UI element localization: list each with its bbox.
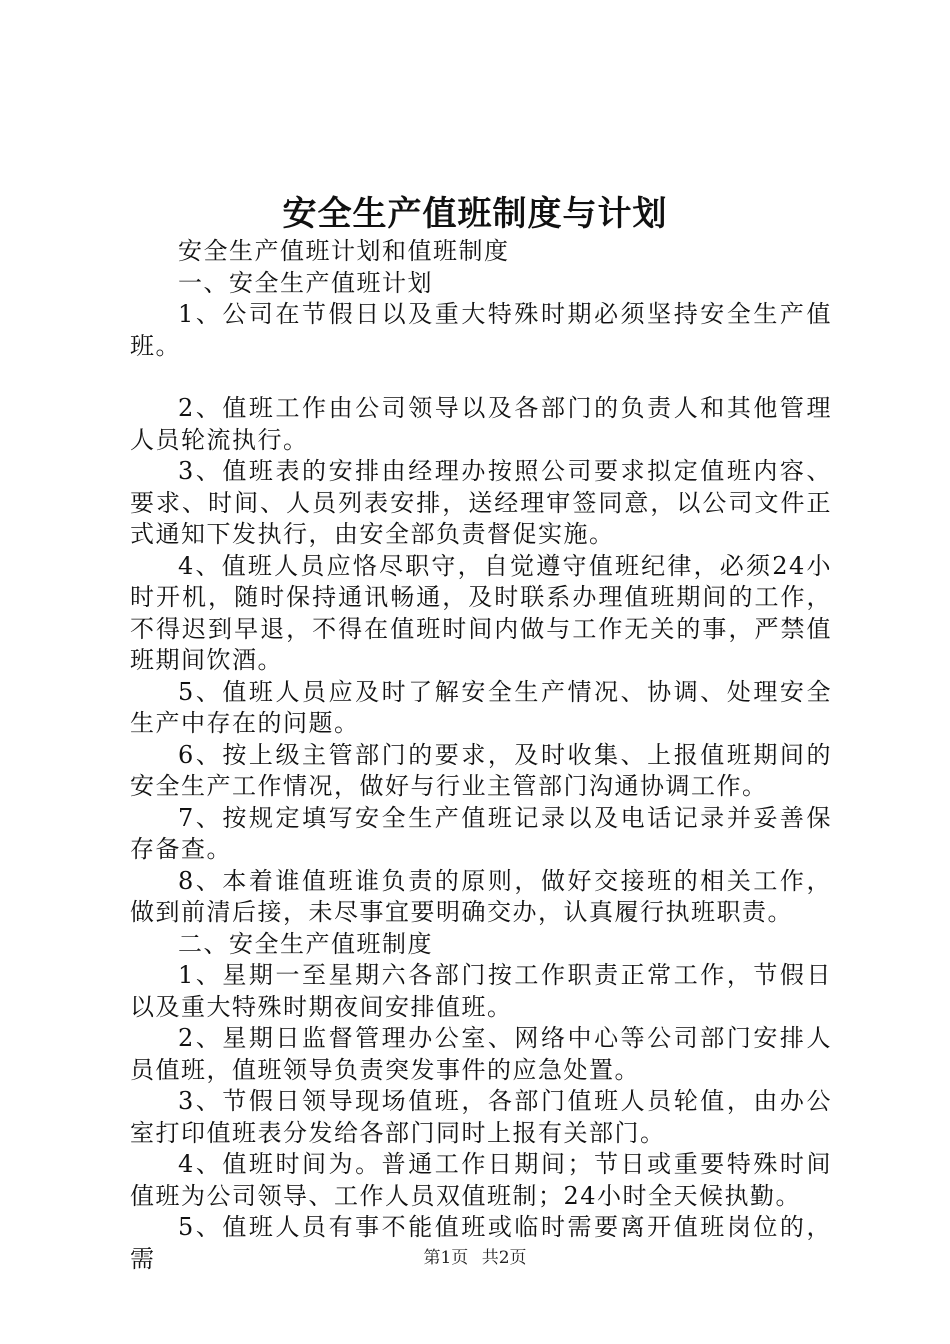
subtitle-paragraph: 安全生产值班计划和值班制度 bbox=[178, 237, 510, 265]
plan-item-5: 5、值班人员应及时了解安全生产情况、协调、处理安全生产中存在的问题。 bbox=[130, 677, 832, 737]
section-heading-rules: 二、安全生产值班制度 bbox=[178, 929, 433, 958]
plan-item-4: 4、值班人员应恪尽职守，自觉遵守值班纪律，必须24小时开机，随时保持通讯畅通，及时联系办理值班期间的工作，不得迟到早退，不得在值班时间内做与工作无关的事，严禁值班期间饮酒。 bbox=[130, 551, 832, 674]
rule-item-5: 5、值班人员有事不能值班或临时需要离开值班岗位的，需 bbox=[130, 1213, 832, 1273]
plan-item-7: 7、按规定填写安全生产值班记录以及电话记录并妥善保存备查。 bbox=[130, 803, 832, 863]
rule-item-3: 3、节假日领导现场值班，各部门值班人员轮值，由办公室打印值班表分发给各部门同时上报有关部门。 bbox=[130, 1087, 832, 1147]
rule-item-2: 2、星期日监督管理办公室、网络中心等公司部门安排人员值班，值班领导负责突发事件的应急处置。 bbox=[130, 1024, 832, 1084]
page-total: 共2页 bbox=[481, 1248, 527, 1268]
document-title: 安全生产值班制度与计划 bbox=[282, 194, 668, 234]
rule-item-4: 4、值班时间为。普通工作日期间；节日或重要特殊时间值班为公司领导、工作人员双值班制；24小时全天候执勤。 bbox=[130, 1150, 832, 1210]
plan-item-6: 6、按上级主管部门的要求，及时收集、上报值班期间的安全生产工作情况，做好与行业主管部门沟通协调工作。 bbox=[130, 740, 832, 800]
document-body bbox=[130, 236, 832, 1275]
plan-item-8: 8、本着谁值班谁负责的原则，做好交接班的相关工作，做到前清后接，未尽事宜要明确交办，认真履行执班职责。 bbox=[130, 866, 832, 926]
page-footer bbox=[0, 1243, 950, 1268]
page-number: 第1页 bbox=[423, 1248, 469, 1268]
plan-item-1: 1、公司在节假日以及重大特殊时期必须坚持安全生产值班。 bbox=[130, 300, 832, 360]
rule-item-1: 1、星期一至星期六各部门按工作职责正常工作，节假日以及重大特殊时期夜间安排值班。 bbox=[130, 961, 832, 1021]
section-heading-plan: 一、安全生产值班计划 bbox=[178, 268, 433, 297]
plan-item-2: 2、值班工作由公司领导以及各部门的负责人和其他管理人员轮流执行。 bbox=[130, 394, 832, 454]
plan-item-3: 3、值班表的安排由经理办按照公司要求拟定值班内容、要求、时间、人员列表安排，送经理审签同意，以公司文件正式通知下发执行，由安全部负责督促实施。 bbox=[130, 457, 832, 548]
